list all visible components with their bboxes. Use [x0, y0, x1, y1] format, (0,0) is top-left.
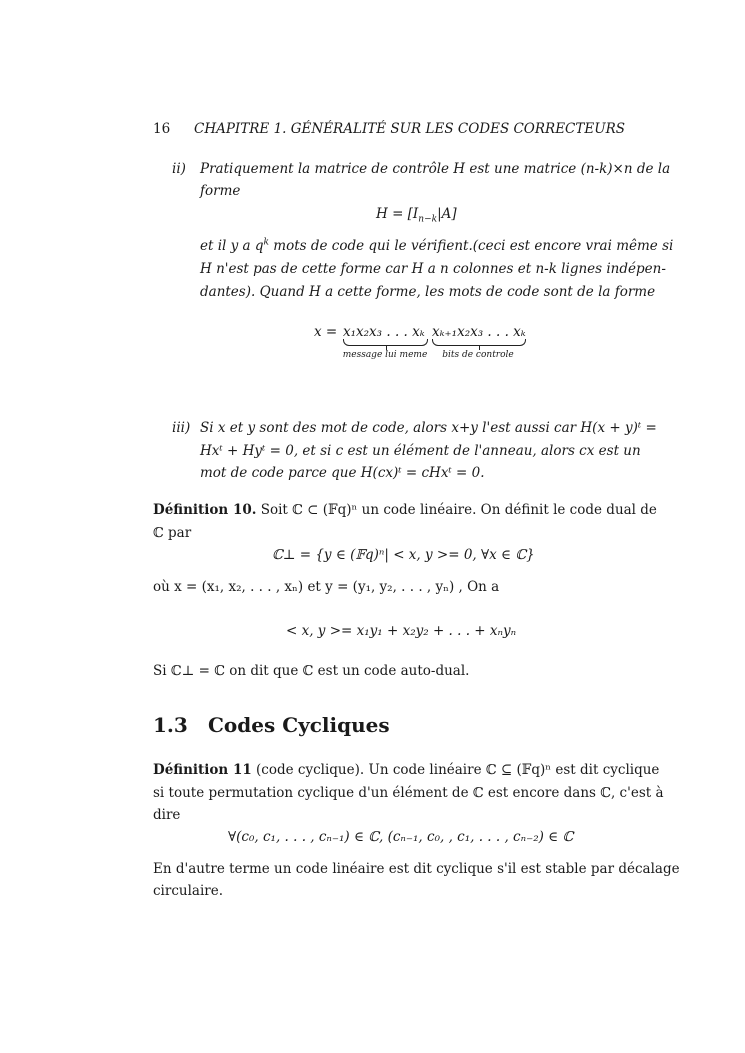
item-ii-formula: $H = [I_{n-k}|A]$ — [376, 206, 457, 225]
brace-label-message: message lui meme — [342, 350, 428, 360]
def11-formula: ∀(c₀, c₁, . . . , cₙ₋₁) ∈ ℂ, (cₙ₋₁, c₀, , c₁, . . . , cₙ₋₂) ∈ ℂ — [228, 829, 574, 845]
item-iii-line1: Si x et y sont des mot de code, alors x+y l'est aussi car H(x + y)ᵗ = — [200, 420, 657, 436]
def10-line2: ℂ par — [153, 525, 192, 541]
def10-line1: Définition 10. Soit ℂ ⊂ (𝔽q)ⁿ un code linéaire. On définit le code dual de — [153, 502, 657, 518]
item-ii-line4: H n'est pas de cette forme car H a n colonnes et n-k lignes indépen- — [200, 261, 666, 277]
def11-line4: En d'autre terme un code linéaire est dit cyclique s'il est stable par décalage — [153, 861, 680, 877]
item-ii-line1: Pratiquement la matrice de contrôle H est une matrice (n-k)×n de la — [200, 161, 671, 177]
def11-label: Définition 11 — [153, 762, 252, 778]
def10-line3: où x = (x₁, x₂, . . . , xₙ) et y = (y₁, y₂, . . . , yₙ) , On a — [153, 579, 500, 595]
item-iii-line2: Hxᵗ + Hyᵗ = 0, et si c est un élément de l'anneau, alors cx est un — [200, 443, 641, 459]
def11-line1: Définition 11 (code cyclique). Un code linéaire ℂ ⊆ (𝔽q)ⁿ est dit cyclique — [153, 762, 660, 778]
codeword-lhs: x = — [314, 324, 338, 340]
def10-label: Définition 10. — [153, 502, 257, 518]
page-number: 16 — [153, 121, 171, 137]
item-iii-marker: iii) — [172, 420, 191, 436]
brace-label-control: bits de controle — [442, 350, 514, 360]
item-ii-marker: ii) — [172, 161, 186, 177]
item-ii-line2: forme — [200, 183, 241, 199]
def10-line4: Si ℂ⊥ = ℂ on dit que ℂ est un code auto-dual. — [153, 663, 470, 679]
underbrace-message — [343, 339, 428, 346]
codeword-part2: xₖ₊₁x₂x₃ . . . xₖ — [432, 324, 526, 340]
item-ii-line5: dantes). Quand H a cette forme, les mots de code sont de la forme — [200, 284, 656, 300]
def10-formula2: < x, y >= x₁y₁ + x₂y₂ + . . . + xₙyₙ — [286, 623, 517, 639]
section-title: Codes Cycliques — [208, 713, 390, 737]
item-iii-line3: mot de code parce que H(cx)ᵗ = cHxᵗ = 0. — [200, 465, 485, 481]
def11-line3: dire — [153, 807, 181, 823]
section-number: 1.3 — [153, 713, 188, 737]
underbrace-control — [432, 339, 526, 346]
def10-formula: ℂ⊥ = {y ∈ (𝔽q)ⁿ| < x, y >= 0, ∀x ∈ ℂ} — [272, 547, 535, 563]
item-ii-line3: et il y a $q^k$ mots de code qui le vérifient.(ceci est encore vrai même si — [200, 237, 674, 254]
def11-line2: si toute permutation cyclique d'un élément de ℂ est encore dans ℂ, c'est à — [153, 785, 664, 801]
codeword-part1: x₁x₂x₃ . . . xₖ — [343, 324, 425, 340]
def11-line5: circulaire. — [153, 883, 224, 899]
running-title: CHAPITRE 1. GÉNÉRALITÉ SUR LES CODES CORRECTEURS — [194, 121, 626, 137]
